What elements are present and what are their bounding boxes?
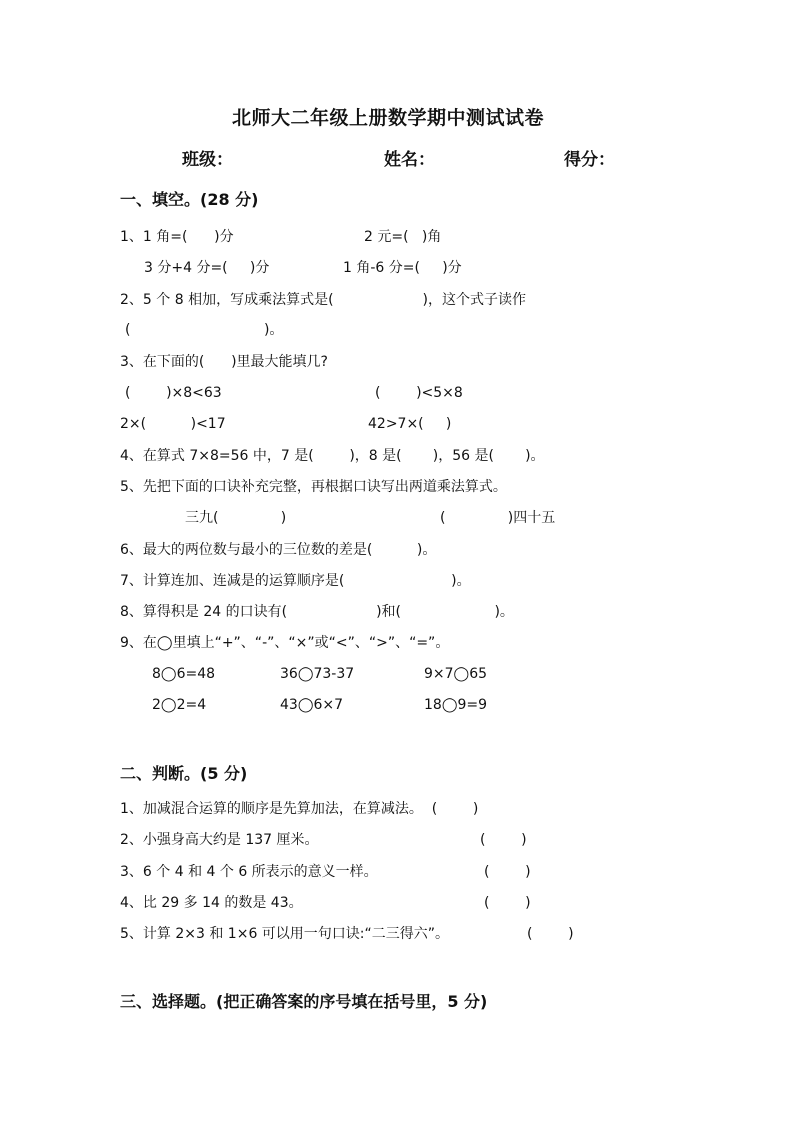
question-2b: ( )。 [125, 322, 284, 338]
question-1b: 2 元=( )角 [364, 229, 442, 245]
judge-item-1: 1、加减混合运算的顺序是先算加法，在算减法。 ( ) [120, 801, 479, 817]
score-label: 得分： [564, 150, 615, 170]
judge-item-2: 2、小强身高大约是 137 厘米。 [120, 832, 319, 848]
judge-blank-2: ( ) [480, 832, 527, 848]
question-4: 4、在算式 7×8=56 中，7 是( )，8 是( )，56 是( )。 [120, 448, 545, 464]
page-title: 北师大二年级上册数学期中测试试卷 [232, 107, 545, 129]
question-3a: ( )×8<63 [125, 385, 222, 401]
judge-blank-4: ( ) [484, 895, 531, 911]
question-1a: 1、1 角=( )分 [120, 229, 234, 245]
question-1d: 1 角-6 分=( )分 [343, 260, 462, 276]
question-9c: 9×7◯65 [424, 666, 488, 682]
question-6: 6、最大的两位数与最小的三位数的差是( )。 [120, 542, 437, 558]
question-9d: 2◯2=4 [152, 697, 207, 713]
question-7: 7、计算连加、连减是的运算顺序是( )。 [120, 573, 471, 589]
question-2a: 2、5 个 8 相加，写成乘法算式是( )，这个式子读作 [120, 292, 526, 308]
question-5a: 三九( ) [185, 510, 287, 526]
section-heading-fill-blank: 一、填空。(28 分) [120, 190, 259, 209]
question-8: 8、算得积是 24 的口诀有( )和( )。 [120, 604, 514, 620]
judge-blank-5: ( ) [527, 926, 574, 942]
question-9f: 18◯9=9 [424, 697, 488, 713]
question-3c: 2×( )<17 [120, 416, 226, 432]
question-3d: 42>7×( ) [368, 416, 452, 432]
question-9e: 43◯6×7 [280, 697, 344, 713]
name-label: 姓名： [384, 150, 435, 170]
section-heading-judge: 二、判断。(5 分) [120, 764, 248, 783]
class-label: 班级： [182, 150, 233, 170]
judge-item-5: 5、计算 2×3 和 1×6 可以用一句口诀:“二三得六”。 [120, 926, 450, 942]
question-5: 5、先把下面的口诀补充完整，再根据口诀写出两道乘法算式。 [120, 479, 507, 495]
question-1c: 3 分+4 分=( )分 [144, 260, 270, 276]
question-9b: 36◯73-37 [280, 666, 355, 682]
question-3: 3、在下面的( )里最大能填几? [120, 354, 328, 370]
judge-blank-3: ( ) [484, 864, 531, 880]
judge-item-4: 4、比 29 多 14 的数是 43。 [120, 895, 303, 911]
question-9: 9、在◯里填上“+”、“-”、“×”或“<”、“>”、“=”。 [120, 635, 450, 651]
judge-item-3: 3、6 个 4 和 4 个 6 所表示的意义一样。 [120, 864, 378, 880]
question-9a: 8◯6=48 [152, 666, 216, 682]
question-3b: ( )<5×8 [375, 385, 463, 401]
section-heading-choice: 三、选择题。(把正确答案的序号填在括号里，5 分) [120, 992, 488, 1011]
question-5b: ( )四十五 [440, 510, 556, 526]
